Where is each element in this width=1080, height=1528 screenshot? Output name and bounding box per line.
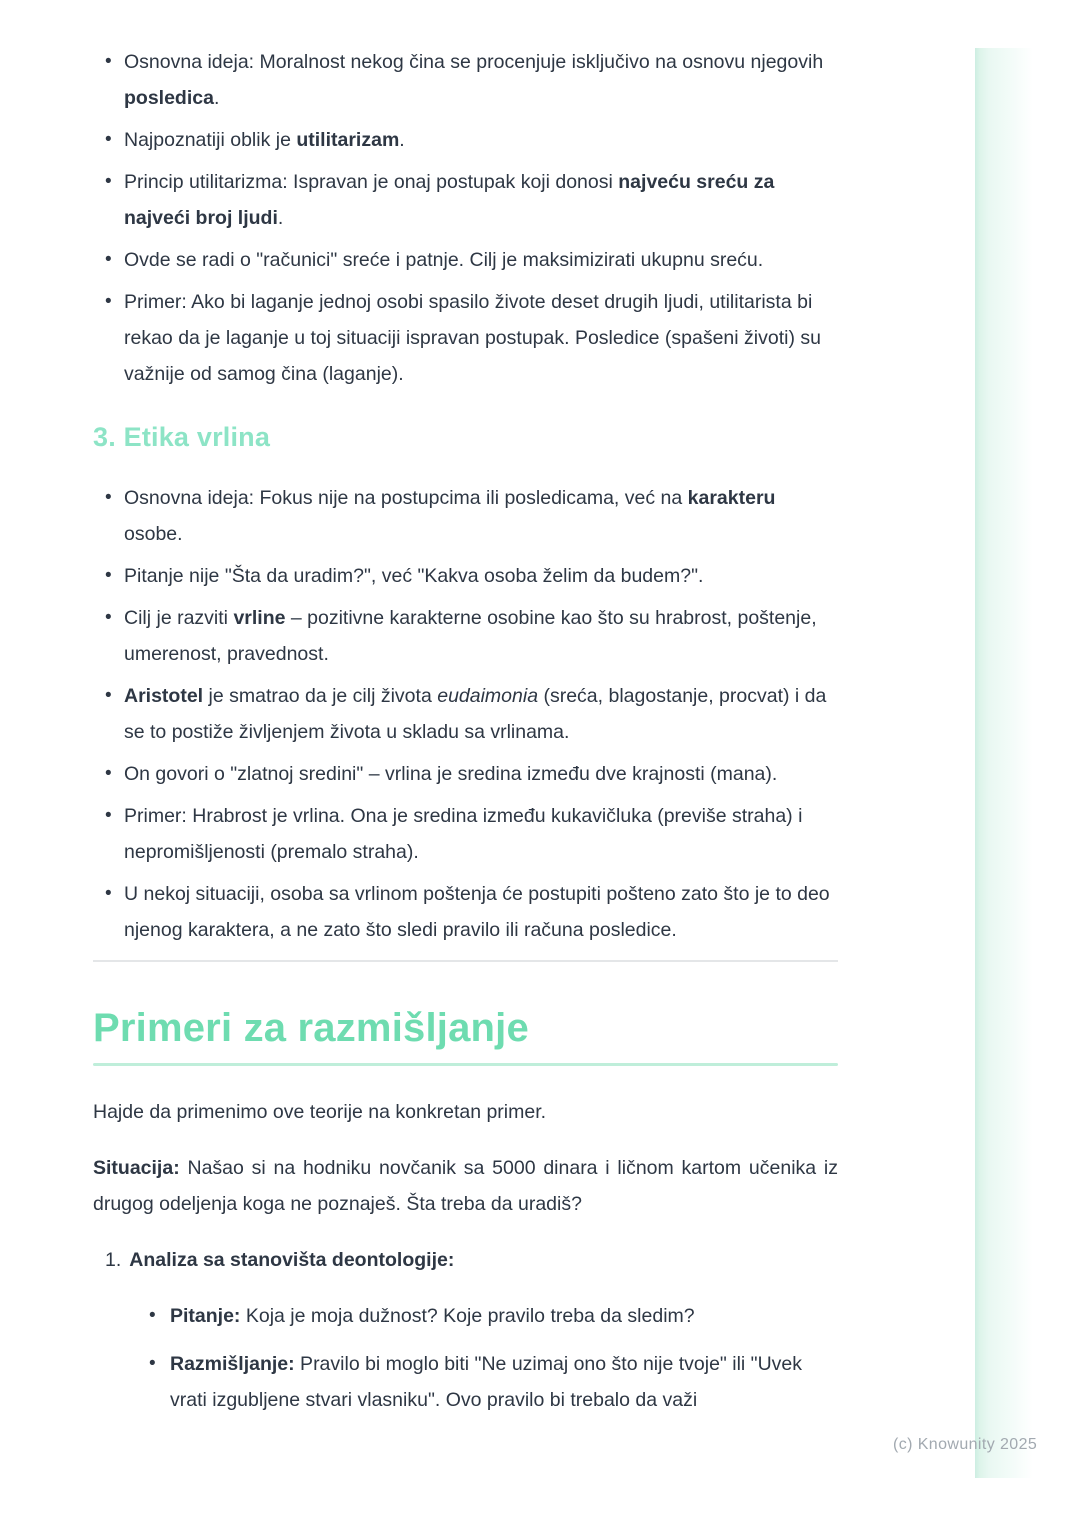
bullet-item: • Razmišljanje: Pravilo bi moglo biti "Ne uzimaj ono što nije tvoje" ili "Uvek vrati izgubljene stvari vlasniku". Ovo pravilo bi trebalo da važi — [170, 1346, 838, 1418]
copyright-watermark: (c) Knowunity 2025 — [893, 1436, 1038, 1453]
bullet-item: • On govori o "zlatnoj sredini" – vrlina je sredina između dve krajnosti (mana). — [124, 756, 838, 792]
virtue-ethics-bullet-list — [93, 480, 838, 948]
section-heading-etika-vrlina: 3. Etika vrlina — [93, 422, 271, 452]
bullet-item: • Osnovna ideja: Fokus nije na postupcima ili posledicama, već na karakteru osobe. — [124, 480, 838, 552]
bullet-item: • Osnovna ideja: Moralnost nekog čina se procenjuje isključivo na osnovu njegovih posledica. — [124, 44, 838, 116]
bullet-item: • Ovde se radi o "računici" sreće i patnje. Cilj je maksimizirati ukupnu sreću. — [124, 242, 838, 278]
decorative-side-gradient-bar — [975, 48, 1033, 1478]
section-divider — [93, 960, 838, 962]
bullet-item: • Primer: Ako bi laganje jednoj osobi spasilo živote deset drugih ljudi, utilitarista bi rekao da je laganje u toj situaciji ispravan postupak. Posledice (spašeni životi) su važnije od samog čina (laganje). — [124, 284, 838, 392]
bullet-item: • U nekoj situaciji, osoba sa vrlinom poštenja će postupiti pošteno zato što je to deo njenog karaktera, a ne zato što sledi pravilo ili računa posledice. — [124, 876, 838, 948]
intro-paragraph: Hajde da primenimo ove teorije na konkretan primer. — [93, 1101, 547, 1123]
bullet-item: • Pitanje nije "Šta da uradim?", već "Kakva osoba želim da budem?". — [124, 558, 838, 594]
heading-underline — [93, 1063, 838, 1066]
bullet-item: • Aristotel je smatrao da je cilj života eudaimonia (sreća, blagostanje, procvat) i da se to postiže življenjem života u skladu sa vrlinama. — [124, 678, 838, 750]
bullet-item: • Princip utilitarizma: Ispravan je onaj postupak koji donosi najveću sreću za najveći broj ljudi. — [124, 164, 838, 236]
page-heading-primeri: Primeri za razmišljanje — [93, 1006, 529, 1050]
consequentialism-bullet-list — [93, 44, 838, 392]
situation-paragraph: Situacija: Našao si na hodniku novčanik sa 5000 dinara i ličnom kartom učenika iz drugog odeljenja koga ne poznaješ. Šta treba da uradiš? — [93, 1157, 838, 1215]
numbered-item-deontology — [93, 1242, 838, 1418]
bullet-item: • Primer: Hrabrost je vrlina. Ona je sredina između kukavičluka (previše straha) i nepromišljenosti (premalo straha). — [124, 798, 838, 870]
bullet-item: • Pitanje: Koja je moja dužnost? Koje pravilo treba da sledim? — [170, 1298, 838, 1334]
deontology-sub-bullet-list — [105, 1298, 838, 1418]
document-content — [93, 44, 838, 1430]
list-number: 1. — [105, 1249, 122, 1271]
bullet-item: • Cilj je razviti vrline – pozitivne karakterne osobine kao što su hrabrost, poštenje, umerenost, pravednost. — [124, 600, 838, 672]
bullet-item: • Najpoznatiji oblik je utilitarizam. — [124, 122, 838, 158]
numbered-item-title: Analiza sa stanovišta deontologije: — [129, 1249, 455, 1271]
